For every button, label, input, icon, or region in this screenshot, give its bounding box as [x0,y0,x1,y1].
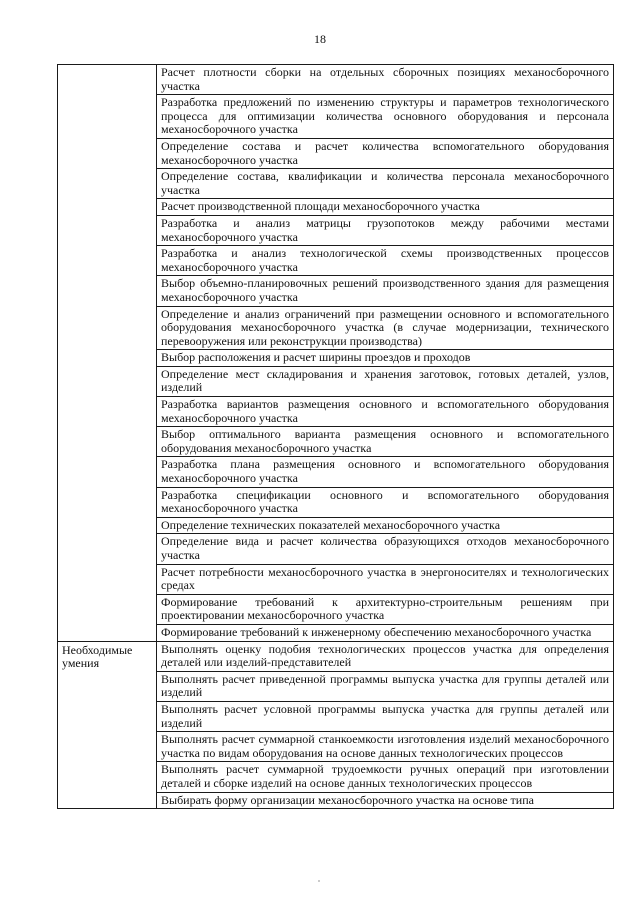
table-cell-item: Разработка и анализ технологической схемы производственных процессов механосборочного участка [157,246,614,276]
table-cell-item: Определение мест складирования и хранения заготовок, готовых деталей, узлов, изделий [157,366,614,396]
table-cell-item: Разработка плана размещения основного и вспомогательного оборудования механосборочного участка [157,457,614,487]
table-cell-item: Определение состава и расчет количества вспомогательного оборудования механосборочного участка [157,138,614,168]
table-cell-item: Разработка предложений по изменению структуры и параметров технологического процесса для оптимизации количества основного оборудования и персонала механосборочного участка [157,95,614,139]
table-row [58,641,614,671]
table-cell-item: Выбирать форму организации механосборочного участка на основе типа [157,792,614,809]
table-cell-item: Определение вида и расчет количества образующихся отходов механосборочного участка [157,534,614,564]
table-cell-item: Формирование требований к инженерному обеспечению механосборочного участка [157,624,614,641]
table-cell-item: Формирование требований к архитектурно-строительным решениям при проектировании механосборочного участка [157,594,614,624]
page-number: 18 [314,32,326,46]
table-cell-item: Выполнять расчет суммарной трудоемкости ручных операций при изготовлении деталей и сборке изделий на основе данных технологических процессов [157,762,614,792]
table-cell-item: Расчет плотности сборки на отдельных сборочных позициях механосборочного участка [157,65,614,95]
table-cell-item: Выбор оптимального варианта размещения основного и вспомогательного оборудования механосборочного участка [157,427,614,457]
table-cell-item: Разработка спецификации основного и вспомогательного оборудования механосборочного участка [157,487,614,517]
table-cell-item: Выполнять расчет суммарной станкоемкости изготовления изделий механосборочного участка по видам оборудования на основе данных технологических процессов [157,732,614,762]
category-cell-skills: Необходимые умения [58,641,157,809]
table-cell-item: Выполнять оценку подобия технологических процессов участка для определения деталей или изделий-представителей [157,641,614,671]
category-cell-empty [58,65,157,642]
table-cell-item: Выбор объемно-планировочных решений производственного здания для размещения механосборочного участка [157,276,614,306]
table-cell-item: Выбор расположения и расчет ширины проездов и проходов [157,350,614,367]
table-cell-item: Разработка вариантов размещения основного и вспомогательного оборудования механосборочного участка [157,397,614,427]
scan-speck [318,880,320,882]
table-cell-item: Определение состава, квалификации и количества персонала механосборочного участка [157,169,614,199]
table-cell-item: Расчет потребности механосборочного участка в энергоносителях и технологических средах [157,564,614,594]
requirements-table [57,64,614,809]
table-row [58,65,614,95]
table-cell-item: Разработка и анализ матрицы грузопотоков между рабочими местами механосборочного участка [157,215,614,245]
table-cell-item: Выполнять расчет условной программы выпуска участка для группы деталей или изделий [157,701,614,731]
table-cell-item: Определение и анализ ограничений при размещении основного и вспомогательного оборудования механосборочного участка (в случае модернизации, технического перевооружения или реконструкции производства) [157,306,614,350]
table-cell-item: Определение технических показателей механосборочного участка [157,517,614,534]
table-cell-item: Расчет производственной площади механосборочного участка [157,199,614,216]
table-cell-item: Выполнять расчет приведенной программы выпуска участка для группы деталей или изделий [157,671,614,701]
